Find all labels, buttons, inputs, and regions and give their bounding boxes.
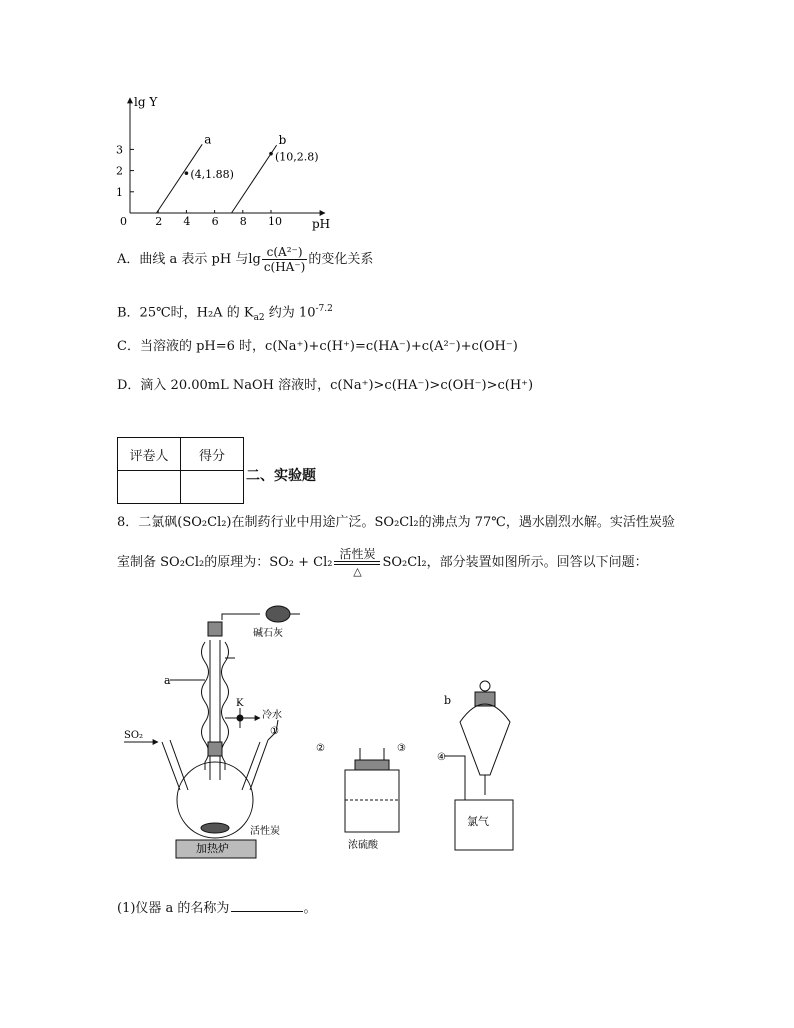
- condenser-a: [210, 640, 220, 780]
- svg-text:活性炭: 活性炭: [250, 826, 280, 837]
- y-axis-label: lg Y: [134, 95, 158, 109]
- svg-text:③: ③: [397, 743, 406, 754]
- option-b: B．25℃时，H₂A 的 $K_{a2}$ 约为 $10^{-7.2}$: [117, 304, 333, 323]
- question-8-sub1: (1)仪器 a 的名称为 。: [117, 901, 317, 916]
- svg-text:碱石灰: 碱石灰: [253, 628, 283, 639]
- x-tick-label: 0: [120, 215, 127, 228]
- svg-text:①: ①: [270, 726, 279, 737]
- svg-text:SO₂: SO₂: [124, 730, 144, 741]
- svg-text:冷水: 冷水: [262, 710, 282, 721]
- x-axis-label: pH: [312, 217, 331, 231]
- y-tick-label: 3: [116, 143, 123, 157]
- svg-text:b: b: [444, 694, 452, 707]
- question-8-line2: 室制备 SO₂Cl₂的原理为：SO₂ + Cl₂ 活性炭 △ SO₂Cl₂，部分装置如图所示。回答以下问题：: [117, 547, 648, 578]
- x-tick-label: 8: [239, 215, 247, 228]
- svg-text:K: K: [236, 698, 244, 709]
- lgY-ph-chart: [110, 92, 340, 232]
- answer-blank[interactable]: [231, 911, 303, 912]
- svg-text:④: ④: [437, 752, 446, 763]
- soda-lime-tube-icon: [266, 606, 290, 622]
- option-c: C．当溶液的 pH=6 时，c(Na⁺)+c(H⁺)=c(HA⁻)+c(A²⁻)+c(OH⁻): [117, 339, 518, 354]
- x-tick-label: 2: [155, 215, 163, 228]
- svg-text:加热炉: 加热炉: [196, 842, 229, 855]
- x-tick-label: 4: [183, 215, 191, 228]
- svg-text:②: ②: [316, 743, 325, 754]
- grader-cell: [118, 471, 181, 504]
- apparatus-diagram: [110, 600, 530, 860]
- option-d: D．滴入 20.00mL NaOH 溶液时，c(Na⁺)>c(HA⁻)>c(OH⁻)>c(H⁺): [117, 378, 534, 393]
- point-label: (10,2.8): [275, 150, 319, 164]
- x-tick-label: 6: [211, 215, 219, 228]
- activated-carbon: [201, 823, 229, 833]
- y-tick-label: 1: [116, 185, 123, 199]
- svg-text:浓硫酸: 浓硫酸: [348, 840, 378, 851]
- data-point: [269, 152, 273, 156]
- series-label-b: b: [278, 133, 287, 148]
- series-label-a: a: [204, 132, 212, 147]
- svg-text:a: a: [164, 674, 171, 687]
- drying-tube: [222, 614, 260, 620]
- svg-text:氯气: 氯气: [467, 815, 489, 828]
- score-header: 得分: [181, 438, 244, 471]
- score-table: [117, 437, 244, 504]
- grader-header: 评卷人: [118, 438, 181, 471]
- condenser-top-stopper: [208, 622, 222, 636]
- question-8-line1: 8．二氯砜(SO₂Cl₂)在制药行业中用途广泛。SO₂Cl₂的沸点为 77℃，遇水剧烈水解。实活性炭验: [117, 515, 675, 530]
- separatory-funnel-b: [460, 704, 510, 775]
- y-tick-label: 2: [116, 164, 123, 178]
- option-a: A．曲线 a 表示 pH 与lg $\frac{\text{c(A²⁻)}}{c(HA^-)}$ 的变化关系: [117, 245, 374, 274]
- point-label: (4,1.88): [190, 168, 234, 182]
- gas-washing-bottle: [345, 770, 399, 832]
- x-tick-label: 10: [268, 215, 282, 228]
- score-cell: [181, 471, 244, 504]
- flask-stopper: [208, 742, 222, 756]
- fraction-a: $\frac{\text{c(A²⁻)}}{c(HA^-)}$: [263, 245, 306, 274]
- data-point: [185, 171, 189, 175]
- series-line-b: [232, 145, 277, 213]
- reaction-arrow: 活性炭 △: [334, 548, 380, 577]
- section-title: 二、实验题: [246, 468, 316, 484]
